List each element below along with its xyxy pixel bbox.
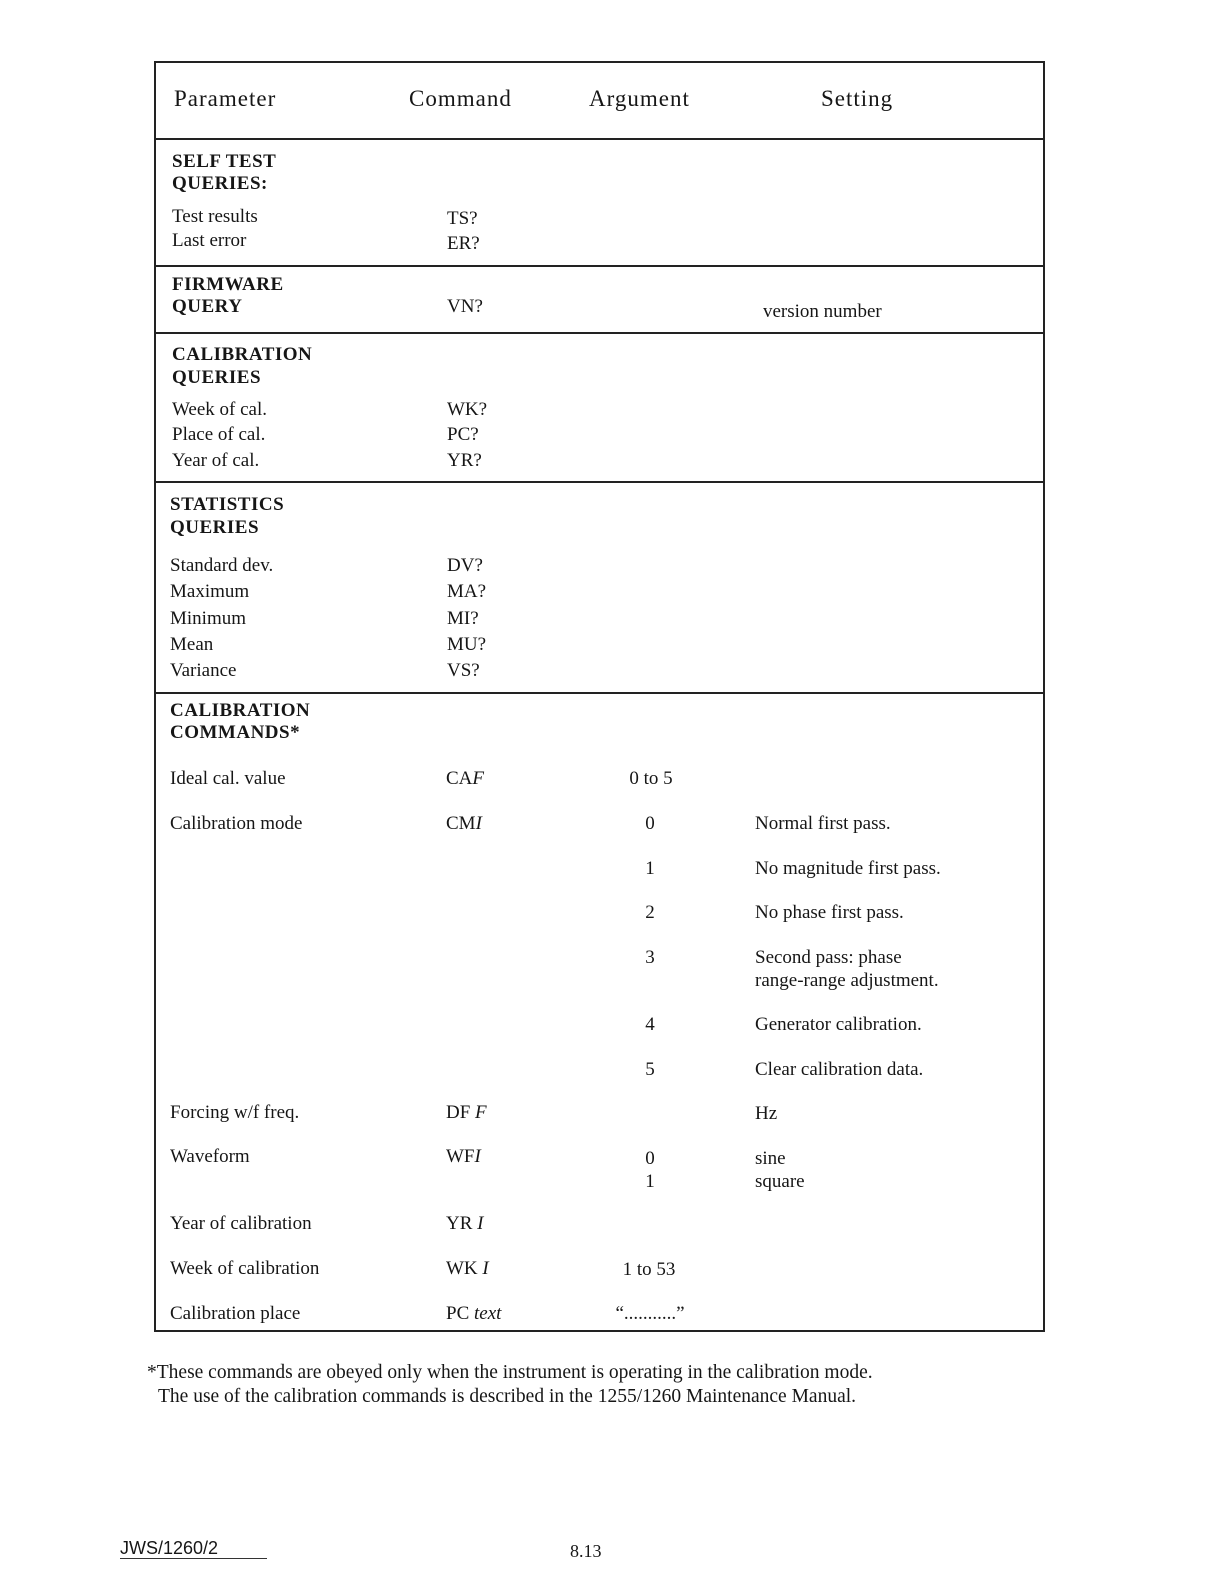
command: DV? [447, 555, 483, 576]
command: MU? [447, 634, 487, 655]
parameter: Standard dev. [170, 555, 274, 576]
parameter: Minimum [170, 608, 247, 629]
section-title: QUERIES [170, 517, 260, 538]
command: TS? [447, 208, 478, 229]
parameter: Year of calibration [170, 1213, 312, 1234]
argument: 1 [645, 1171, 655, 1192]
page-number: 8.13 [570, 1541, 602, 1561]
section-title: COMMANDS* [170, 722, 301, 743]
setting: version number [763, 301, 882, 322]
argument: 0 [645, 1148, 655, 1169]
divider [154, 332, 1045, 334]
command-table [154, 61, 1045, 1332]
parameter: Maximum [170, 581, 250, 602]
parameter: Last error [172, 230, 247, 251]
command: YR I [446, 1213, 484, 1234]
parameter: Calibration mode [170, 813, 303, 834]
setting: Generator calibration. [755, 1014, 922, 1035]
argument: 2 [645, 902, 655, 923]
document-id: JWS/1260/2 [120, 1538, 219, 1558]
command: PC? [447, 424, 479, 445]
command: ER? [447, 233, 480, 254]
document-id-underline [120, 1558, 267, 1559]
command: CMI [446, 813, 482, 834]
divider [154, 692, 1045, 694]
argument: 1 [645, 858, 655, 879]
parameter: Waveform [170, 1146, 250, 1167]
section-title: CALIBRATION [170, 700, 311, 721]
section-title: STATISTICS [170, 494, 285, 515]
parameter: Variance [170, 660, 237, 681]
command: YR? [447, 450, 482, 471]
header-setting: Setting [821, 86, 894, 111]
section-title: QUERIES: [172, 173, 268, 194]
footnote-line: The use of the calibration commands is described in the 1255/1260 Maintenance Manual. [158, 1386, 857, 1407]
header-argument: Argument [589, 86, 690, 111]
setting: Clear calibration data. [755, 1059, 924, 1080]
command: PC text [446, 1303, 502, 1324]
command: DF F [446, 1102, 487, 1123]
setting: sine [755, 1148, 786, 1169]
section-title: CALIBRATION [172, 344, 313, 365]
parameter: Place of cal. [172, 424, 266, 445]
argument: “...........” [615, 1303, 685, 1324]
section-title: QUERY [172, 296, 243, 317]
header-command: Command [409, 86, 512, 111]
footnote-line: *These commands are obeyed only when the instrument is operating in the calibration mode. [147, 1362, 873, 1383]
parameter: Mean [170, 634, 214, 655]
argument: 4 [645, 1014, 655, 1035]
command: VN? [447, 296, 483, 317]
section-title: QUERIES [172, 367, 262, 388]
setting: No magnitude first pass. [755, 858, 941, 879]
parameter: Forcing w/f freq. [170, 1102, 300, 1123]
divider [154, 265, 1045, 267]
section-title: FIRMWARE [172, 274, 284, 295]
setting: Second pass: phase [755, 947, 902, 968]
parameter: Calibration place [170, 1303, 301, 1324]
section-title: SELF TEST [172, 151, 277, 172]
argument: 5 [645, 1059, 655, 1080]
argument: 3 [645, 947, 655, 968]
command: MA? [447, 581, 487, 602]
argument: 1 to 53 [622, 1259, 676, 1280]
setting: Hz [755, 1103, 778, 1124]
divider [154, 138, 1045, 140]
parameter: Week of cal. [172, 399, 267, 420]
header-parameter: Parameter [174, 86, 277, 111]
command: WK I [446, 1258, 489, 1279]
command: WFI [446, 1146, 481, 1167]
parameter: Week of calibration [170, 1258, 320, 1279]
command: VS? [447, 660, 480, 681]
command: WK? [447, 399, 488, 420]
setting: square [755, 1171, 805, 1192]
setting: No phase first pass. [755, 902, 904, 923]
parameter: Test results [172, 206, 258, 227]
parameter: Ideal cal. value [170, 768, 286, 789]
setting: Normal first pass. [755, 813, 891, 834]
argument: 0 to 5 [629, 768, 673, 789]
setting: range-range adjustment. [755, 970, 939, 991]
divider [154, 481, 1045, 483]
argument: 0 [645, 813, 655, 834]
parameter: Year of cal. [172, 450, 260, 471]
command: MI? [447, 608, 479, 629]
command: CAF [446, 768, 485, 789]
